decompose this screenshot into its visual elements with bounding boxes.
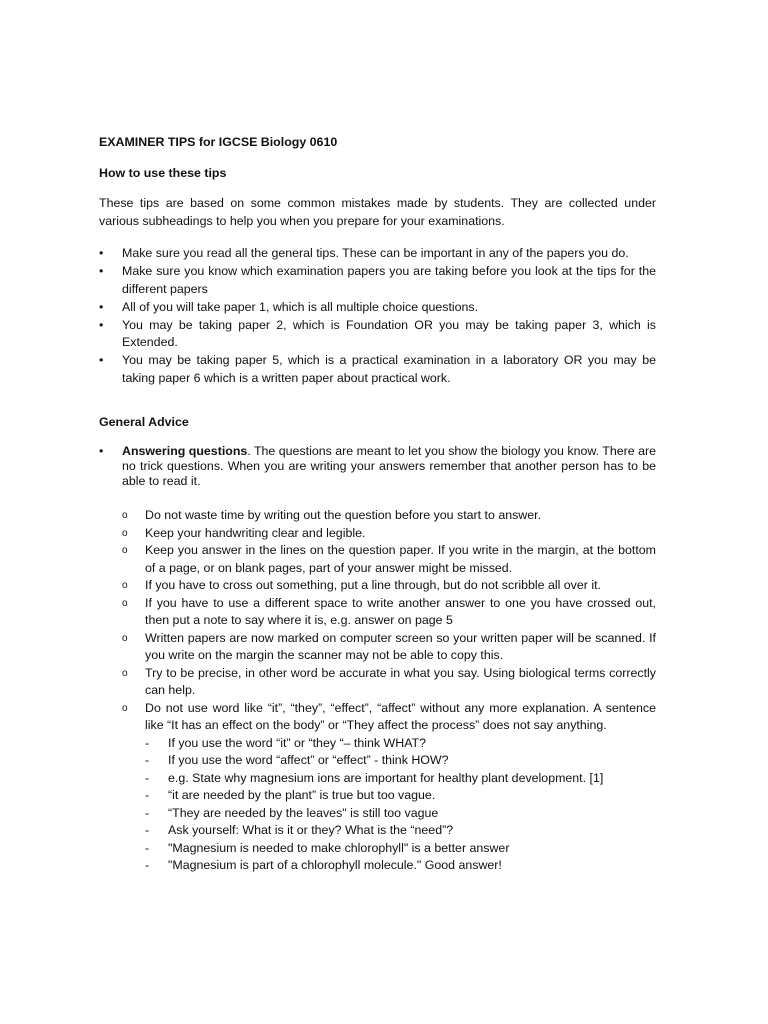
- dash-list-item: [145, 840, 656, 858]
- sub-list-item-text: Keep your handwriting clear and legible.: [145, 525, 366, 540]
- sub-list-item: [122, 700, 656, 875]
- dash-list-item-text: “it are needed by the plant” is true but too vague.: [168, 788, 436, 802]
- sub-list-item: [122, 577, 656, 595]
- sub-list-item: [122, 542, 656, 577]
- list-item-text: All of you will take paper 1, which is all multiple choice questions.: [122, 299, 479, 314]
- sub-list-item: [122, 507, 656, 525]
- sub-list-item-text: Do not waste time by writing out the question before you start to answer.: [145, 508, 542, 522]
- sub-list-item-text: If you have to use a different space to write another answer to one you have crossed out, then put a note to say where it is, e.g. answer on page 5: [145, 595, 656, 627]
- answering-questions-label: Answering questions: [122, 444, 248, 458]
- sub-list-item-text: Try to be precise, in other word be accurate in what you say. Using biological terms correctly can help.: [145, 665, 656, 697]
- sub-list-item: [122, 665, 656, 700]
- dash-icon: -: [145, 858, 150, 872]
- dash-list-item-text: “They are needed by the leaves" is still too vague: [168, 805, 439, 820]
- dash-list-item: [145, 857, 656, 875]
- bullet-icon: •: [99, 444, 104, 458]
- dash-icon: -: [145, 840, 150, 855]
- list-item-text: Make sure you know which examination papers you are taking before you look at the tips for the different papers: [122, 264, 656, 296]
- document-title: EXAMINER TIPS for IGCSE Biology 0610: [99, 135, 338, 149]
- sub-list-item: [122, 630, 656, 665]
- general-advice-heading: General Advice: [99, 414, 189, 429]
- dash-icon: -: [145, 770, 150, 785]
- dash-list-item: [145, 735, 656, 753]
- bullet-icon: •: [99, 299, 104, 314]
- dash-list: [145, 735, 656, 875]
- dash-list-item-text: e.g. State why magnesium ions are important for healthy plant development. [1]: [168, 770, 604, 785]
- dash-icon: -: [145, 735, 150, 750]
- document-content: [99, 134, 656, 875]
- circle-bullet-icon: o: [122, 632, 128, 644]
- answering-questions-text: . The questions are meant to let you show the biology you know. There are no trick questions. When you are writing your answers remember that another person has to be able to read it.: [122, 444, 656, 488]
- dash-icon: -: [145, 805, 150, 820]
- how-to-use-heading: How to use these tips: [99, 165, 227, 180]
- sub-list-item-text: Written papers are now marked on computer screen so your written paper will be scanned. If you write on the margin the scanner may not be able to copy this.: [145, 630, 656, 662]
- bullet-icon: •: [99, 264, 104, 278]
- dash-list-item-text: If you use the word “it” or “they “– think WHAT?: [168, 735, 426, 750]
- dash-list-item: [145, 770, 656, 788]
- circle-bullet-icon: o: [122, 510, 128, 521]
- sub-list-item-text: Keep you answer in the lines on the question paper. If you write in the margin, at the bottom of a page, or on blank pages, part of your answer might be missed.: [145, 543, 656, 575]
- list-item: [99, 352, 656, 387]
- circle-bullet-icon: o: [122, 702, 128, 714]
- dash-icon: -: [145, 753, 150, 767]
- list-item: [99, 317, 656, 352]
- circle-bullet-icon: o: [122, 545, 128, 556]
- dash-list-item: [145, 752, 656, 770]
- sub-list-item: [122, 595, 656, 630]
- dash-list-item-text: "Magnesium is needed to make chlorophyll" is a better answer: [168, 840, 510, 855]
- dash-icon: -: [145, 788, 150, 802]
- section-spacer: [99, 388, 656, 414]
- circle-bullet-icon: o: [122, 580, 128, 591]
- list-item-text: Make sure you read all the general tips. These can be important in any of the papers you do.: [122, 246, 629, 260]
- bullet-icon: •: [99, 353, 104, 367]
- dash-list-item-text: If you use the word “affect” or “effect” - think HOW?: [168, 753, 449, 767]
- dash-list-item: [145, 787, 656, 805]
- dash-list-item-text: Ask yourself: What is it or they? What is the “need”?: [168, 823, 454, 837]
- bullet-icon: •: [99, 317, 104, 332]
- bullet-icon: •: [99, 246, 104, 260]
- circle-bullet-icon: o: [122, 597, 128, 609]
- list-item: [99, 263, 656, 298]
- tips-bullet-list: [99, 245, 656, 387]
- answering-questions-item: [99, 444, 656, 489]
- dash-list-item: [145, 822, 656, 840]
- dash-list-item: [145, 805, 656, 823]
- dash-list-item-text: "Magnesium is part of a chlorophyll molecule." Good answer!: [168, 858, 502, 872]
- sub-list-item-text: If you have to cross out something, put a line through, but do not scribble all over it.: [145, 578, 601, 592]
- sub-list-item-text: Do not use word like “it”, “they”, “effect”, “affect” without any more explanation. A sentence like “It has an effect on the body” or “They affect the process” does not say anything.: [145, 700, 656, 732]
- circle-bullet-icon: o: [122, 667, 128, 679]
- dash-icon: -: [145, 823, 150, 837]
- list-item: [99, 299, 656, 317]
- list-item: [99, 245, 656, 263]
- list-item-text: You may be taking paper 5, which is a practical examination in a laboratory OR you may be taking paper 6 which is a written paper about practical work.: [122, 353, 656, 385]
- sub-list-item: [122, 525, 656, 543]
- advice-sub-list: [99, 507, 656, 875]
- list-item-text: You may be taking paper 2, which is Foundation OR you may be taking paper 3, which is Extended.: [122, 317, 656, 349]
- intro-paragraph: These tips are based on some common mistakes made by students. They are collected under various subheadings to help you when you prepare for your examinations.: [99, 196, 656, 228]
- circle-bullet-icon: o: [122, 527, 128, 539]
